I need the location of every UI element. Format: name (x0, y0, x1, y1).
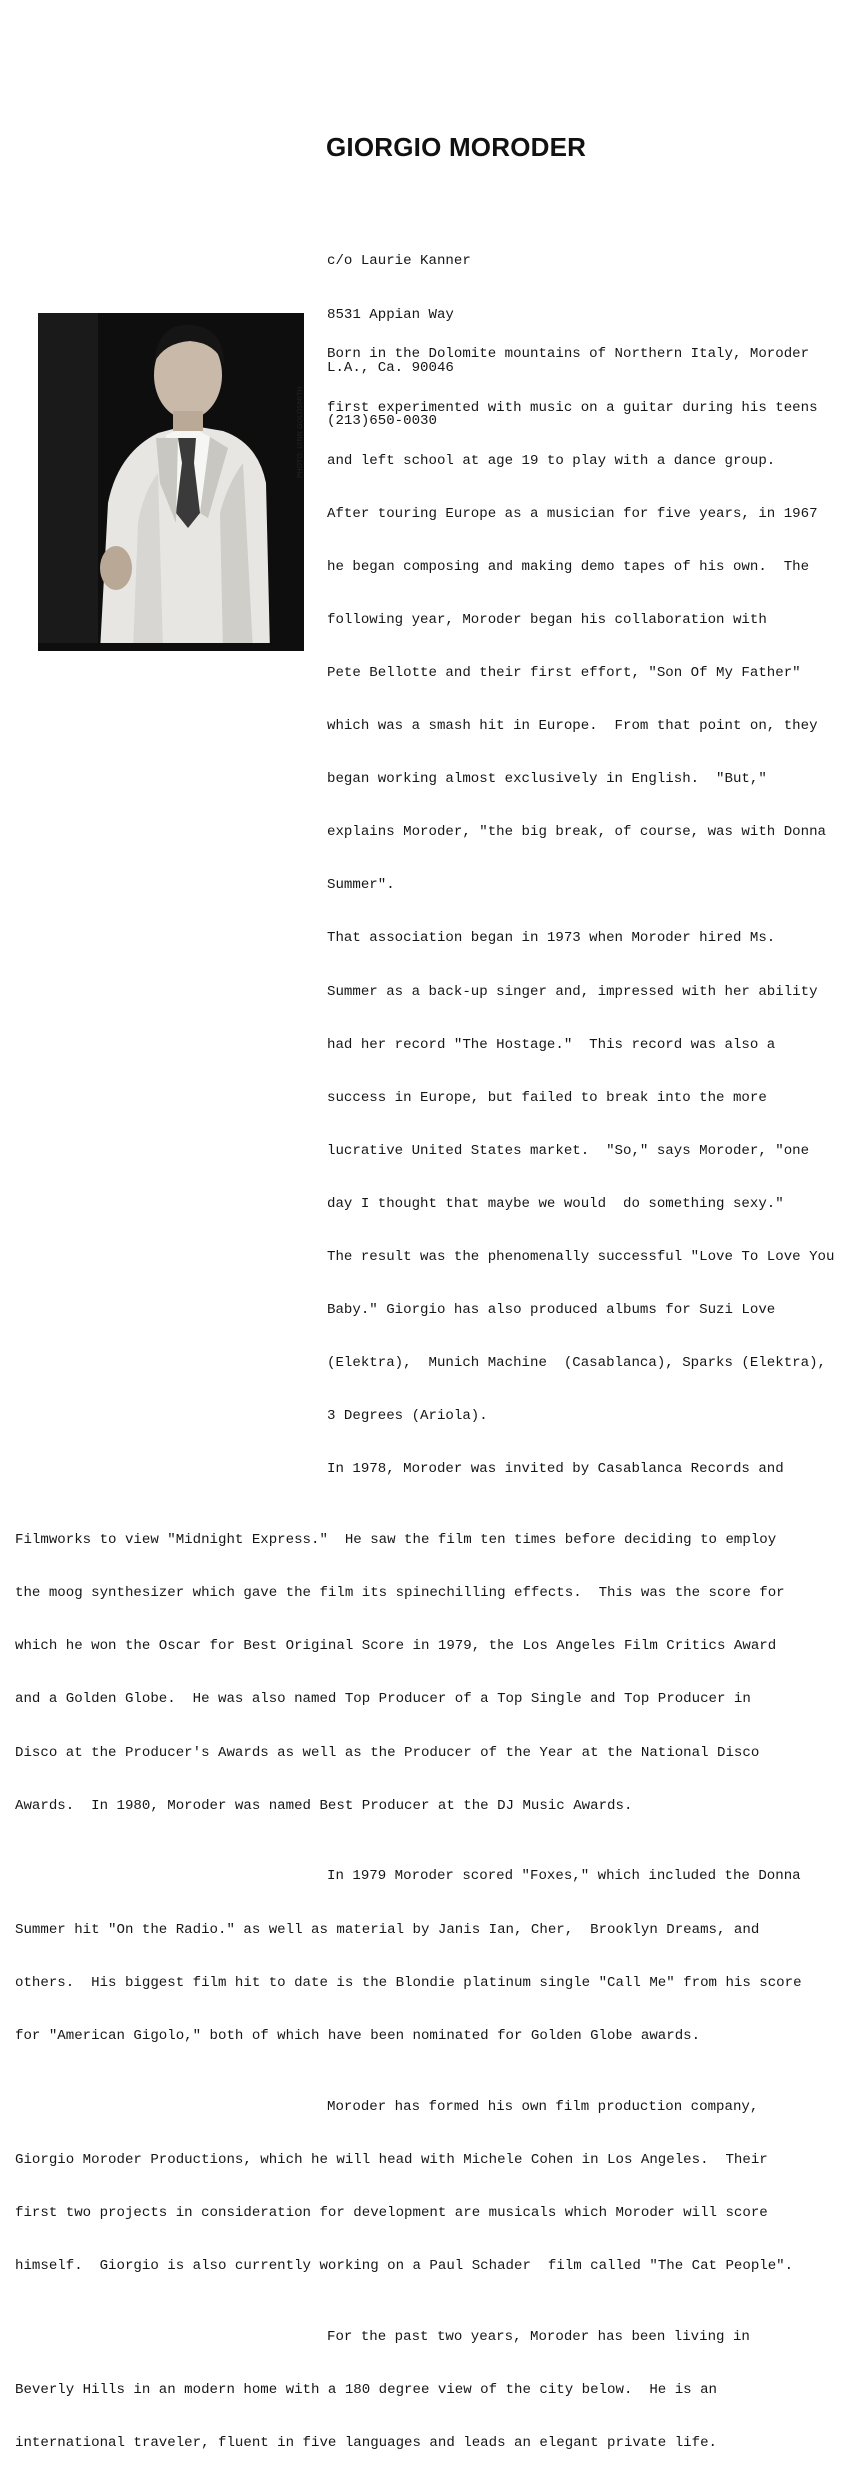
bio-line: Awards. In 1980, Moroder was named Best Producer at the DJ Music Awards. (15, 1797, 633, 1814)
bio-line: Summer hit "On the Radio." as well as material by Janis Ian, Cher, Brooklyn Dreams, and (15, 1921, 760, 1938)
bio-line: which he won the Oscar for Best Original Score in 1979, the Los Angeles Film Critics Award (15, 1638, 777, 1655)
bio-line: success in Europe, but failed to break into the more (327, 1089, 767, 1106)
bio-line: and left school at age 19 to play with a dance group. (327, 452, 776, 469)
contact-line: 8531 Appian Way (327, 306, 454, 323)
bio-line: Filmworks to view "Midnight Express." He saw the film ten times before deciding to employ (15, 1532, 777, 1549)
bio-line: first two projects in consideration for development are musicals which Moroder will score (15, 2204, 768, 2221)
bio-line: Summer as a back-up singer and, impressed with her ability (327, 983, 818, 1000)
bio-line: Baby." Giorgio has also produced albums for Suzi Love (327, 1302, 776, 1319)
bio-line: Summer". (327, 877, 395, 894)
bio-line: Beverly Hills in an modern home with a 180 degree view of the city below. He is an (15, 2381, 717, 2398)
contact-line: (213)650-0030 (327, 412, 437, 429)
bio-line: which was a smash hit in Europe. From that point on, they (327, 718, 818, 735)
bio-line: Born in the Dolomite mountains of Northern Italy, Moroder (327, 346, 810, 363)
bio-line: following year, Moroder began his collaboration with (327, 611, 767, 628)
biography-text (15, 311, 834, 2470)
bio-line: Moroder has formed his own film production company, (327, 2098, 759, 2115)
bio-line: That association began in 1973 when Moroder hired Ms. (327, 930, 776, 947)
bio-line: In 1978, Moroder was invited by Casablanca Records and (327, 1461, 784, 1478)
bio-line: the moog synthesizer which gave the film its spinechilling effects. This was the score for (15, 1585, 785, 1602)
contact-line: c/o Laurie Kanner (327, 253, 471, 270)
bio-line: 3 Degrees (Ariola). (327, 1408, 488, 1425)
bio-line: Pete Bellotte and their first effort, "Son Of My Father" (327, 664, 801, 681)
bio-line: day I thought that maybe we would do something sexy." (327, 1195, 784, 1212)
bio-line: for "American Gigolo," both of which have been nominated for Golden Globe awards. (15, 2027, 701, 2044)
bio-line: and a Golden Globe. He was also named Top Producer of a Top Single and Top Producer in (15, 1691, 751, 1708)
contact-line: L.A., Ca. 90046 (327, 359, 454, 376)
bio-line: international traveler, fluent in five languages and leads an elegant private life. (15, 2434, 717, 2451)
bio-line: others. His biggest film hit to date is the Blondie platinum single "Call Me" from his score (15, 1974, 802, 1991)
bio-line: began working almost exclusively in English. "But," (327, 771, 767, 788)
bio-line: himself. Giorgio is also currently working on a Paul Schader film called "The Cat People". (15, 2257, 794, 2274)
bio-line: The result was the phenomenally successful "Love To Love You (327, 1249, 835, 1265)
bio-line: had her record "The Hostage." This record was also a (327, 1036, 776, 1053)
bio-line: explains Moroder, "the big break, of course, was with Donna (327, 824, 826, 841)
bio-line: For the past two years, Moroder has been living in (327, 2328, 750, 2345)
bio-line: lucrative United States market. "So," says Moroder, "one (327, 1142, 810, 1159)
page-title: GIORGIO MORODER (326, 132, 587, 162)
bio-line: Giorgio Moroder Productions, which he will head with Michele Cohen in Los Angeles. Their (15, 2151, 768, 2168)
bio-line: he began composing and making demo tapes of his own. The (327, 558, 810, 575)
bio-line: (Elektra), Munich Machine (Casablanca), Sparks (Elektra), (327, 1355, 826, 1372)
bio-line: After touring Europe as a musician for five years, in 1967 (327, 505, 818, 522)
bio-line: In 1979 Moroder scored "Foxes," which included the Donna (327, 1868, 801, 1885)
photo-credit: PHOTO: LYNN GOLDSMITH (296, 386, 304, 478)
bio-line: first experimented with music on a guitar during his teens (327, 399, 818, 416)
bio-line: Disco at the Producer's Awards as well as the Producer of the Year at the National Disco (15, 1744, 760, 1761)
